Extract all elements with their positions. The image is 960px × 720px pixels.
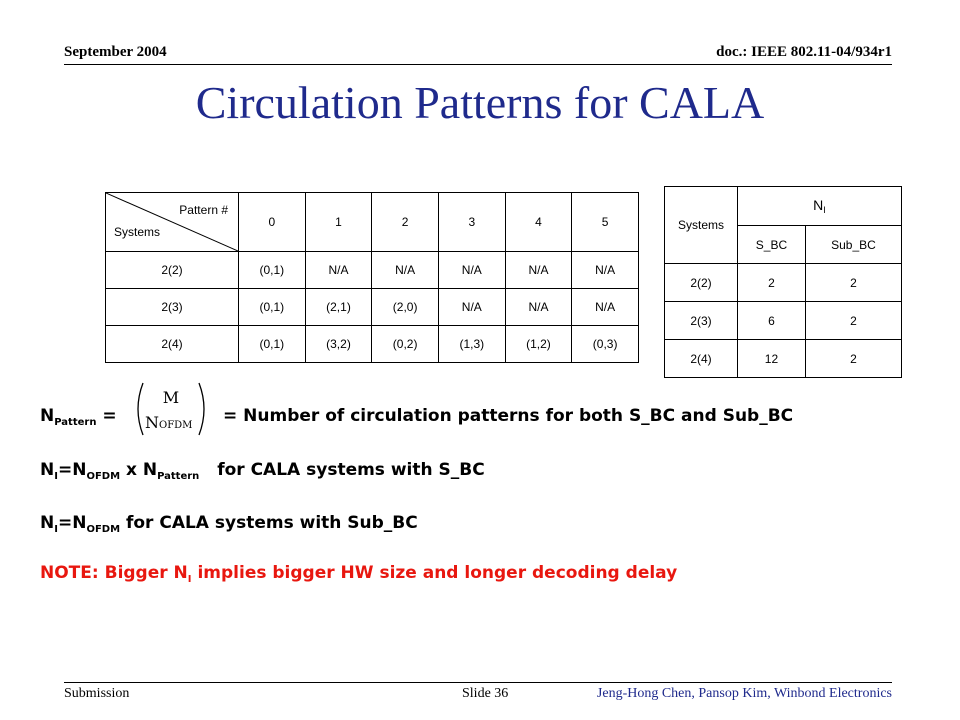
table-cell: N/A xyxy=(505,289,572,326)
ni-header-n: N xyxy=(813,197,824,213)
row-system: 2(4) xyxy=(665,340,738,378)
ni-header-sub: I xyxy=(823,205,826,215)
table-cell: 12 xyxy=(738,340,806,378)
footer-slide-number: Slide 36 xyxy=(462,686,509,701)
footer-divider xyxy=(64,682,892,683)
binom-top: M xyxy=(162,388,180,407)
footer-authors: Jeng-Hong Chen, Pansop Kim, Winbond Electronics xyxy=(596,686,892,701)
f1-eq: = xyxy=(96,406,117,426)
f3-eq: =N xyxy=(57,513,87,533)
table-row xyxy=(665,340,902,378)
f3-sub-i: I xyxy=(54,524,58,535)
table-cell: 2 xyxy=(738,264,806,302)
table-cell: 2 xyxy=(805,340,901,378)
formula-ni-sbc xyxy=(40,460,485,482)
f3-n: N xyxy=(40,513,55,533)
table-cell: (2,1) xyxy=(305,289,372,326)
binom-bottom-n: N xyxy=(145,413,159,432)
column-header: 0 xyxy=(239,193,306,252)
f1-n: N xyxy=(40,406,55,426)
f2-description: for CALA systems with S_BC xyxy=(217,460,485,480)
header-divider xyxy=(64,64,892,65)
column-header: 2 xyxy=(372,193,439,252)
table-cell: 2 xyxy=(805,264,901,302)
table-cell: N/A xyxy=(505,252,572,289)
table-header-row xyxy=(665,187,902,226)
f2-sub-pattern: Pattern xyxy=(157,471,200,482)
table-cell: (1,2) xyxy=(505,326,572,363)
f1-sub: Pattern xyxy=(54,417,97,428)
row-system: 2(4) xyxy=(106,326,239,363)
table-cell: N/A xyxy=(438,252,505,289)
table-cell: 2 xyxy=(805,302,901,340)
table-cell: (0,1) xyxy=(239,289,306,326)
table-cell: (0,1) xyxy=(239,326,306,363)
table-header-row xyxy=(106,193,639,252)
footer-submission: Submission xyxy=(64,686,130,701)
column-header: 1 xyxy=(305,193,372,252)
f2-eq: =N xyxy=(57,460,87,480)
corner-cell xyxy=(106,193,239,252)
f2-sub-ofdm: OFDM xyxy=(86,471,121,482)
f3-sub-ofdm: OFDM xyxy=(86,524,121,535)
column-header: 5 xyxy=(572,193,639,252)
table-cell: N/A xyxy=(372,252,439,289)
slide-title: Circulation Patterns for CALA xyxy=(195,77,765,128)
table-cell: (3,2) xyxy=(305,326,372,363)
f2-times: x N xyxy=(120,460,158,480)
table-cell: (0,1) xyxy=(239,252,306,289)
ni-table xyxy=(664,186,902,378)
pattern-table xyxy=(105,192,639,363)
header-doc-id: doc.: IEEE 802.11-04/934r1 xyxy=(716,44,892,60)
f2-sub-i: I xyxy=(54,471,58,482)
table-cell: N/A xyxy=(438,289,505,326)
f2-n: N xyxy=(40,460,55,480)
diagonal-line xyxy=(106,193,238,251)
row-system: 2(3) xyxy=(106,289,239,326)
row-system: 2(2) xyxy=(665,264,738,302)
ni-header xyxy=(738,187,902,226)
table-cell: 6 xyxy=(738,302,806,340)
column-header: 4 xyxy=(505,193,572,252)
table-row xyxy=(665,302,902,340)
table-row xyxy=(106,326,639,363)
binom-bottom xyxy=(145,413,192,432)
f3-description: for CALA systems with Sub_BC xyxy=(120,513,418,533)
table-row xyxy=(106,252,639,289)
binom-bottom-sub: OFDM xyxy=(159,420,193,431)
binomial-coefficient xyxy=(133,380,209,438)
table-row xyxy=(665,264,902,302)
f1-description: = Number of circulation patterns for both S_BC and Sub_BC xyxy=(223,406,794,426)
table-cell: N/A xyxy=(572,289,639,326)
table-cell: (1,3) xyxy=(438,326,505,363)
note-part-b: implies bigger HW size and longer decoding delay xyxy=(191,563,678,583)
table-cell: N/A xyxy=(572,252,639,289)
corner-label-systems: Systems xyxy=(114,225,161,239)
column-header: 3 xyxy=(438,193,505,252)
column-header: Sub_BC xyxy=(805,226,901,264)
row-system: 2(2) xyxy=(106,252,239,289)
header-date: September 2004 xyxy=(64,44,167,60)
note-part-a: NOTE: Bigger N xyxy=(40,563,188,583)
table-cell: (0,2) xyxy=(372,326,439,363)
table-cell: N/A xyxy=(305,252,372,289)
systems-header: Systems xyxy=(665,187,738,264)
row-system: 2(3) xyxy=(665,302,738,340)
table-row xyxy=(106,289,639,326)
corner-label-pattern: Pattern # xyxy=(179,203,228,217)
note-sub: I xyxy=(187,574,192,585)
formula-ni-subbc xyxy=(40,513,418,535)
table-cell: (2,0) xyxy=(372,289,439,326)
table-cell: (0,3) xyxy=(572,326,639,363)
note-text xyxy=(40,563,677,585)
column-header: S_BC xyxy=(738,226,806,264)
